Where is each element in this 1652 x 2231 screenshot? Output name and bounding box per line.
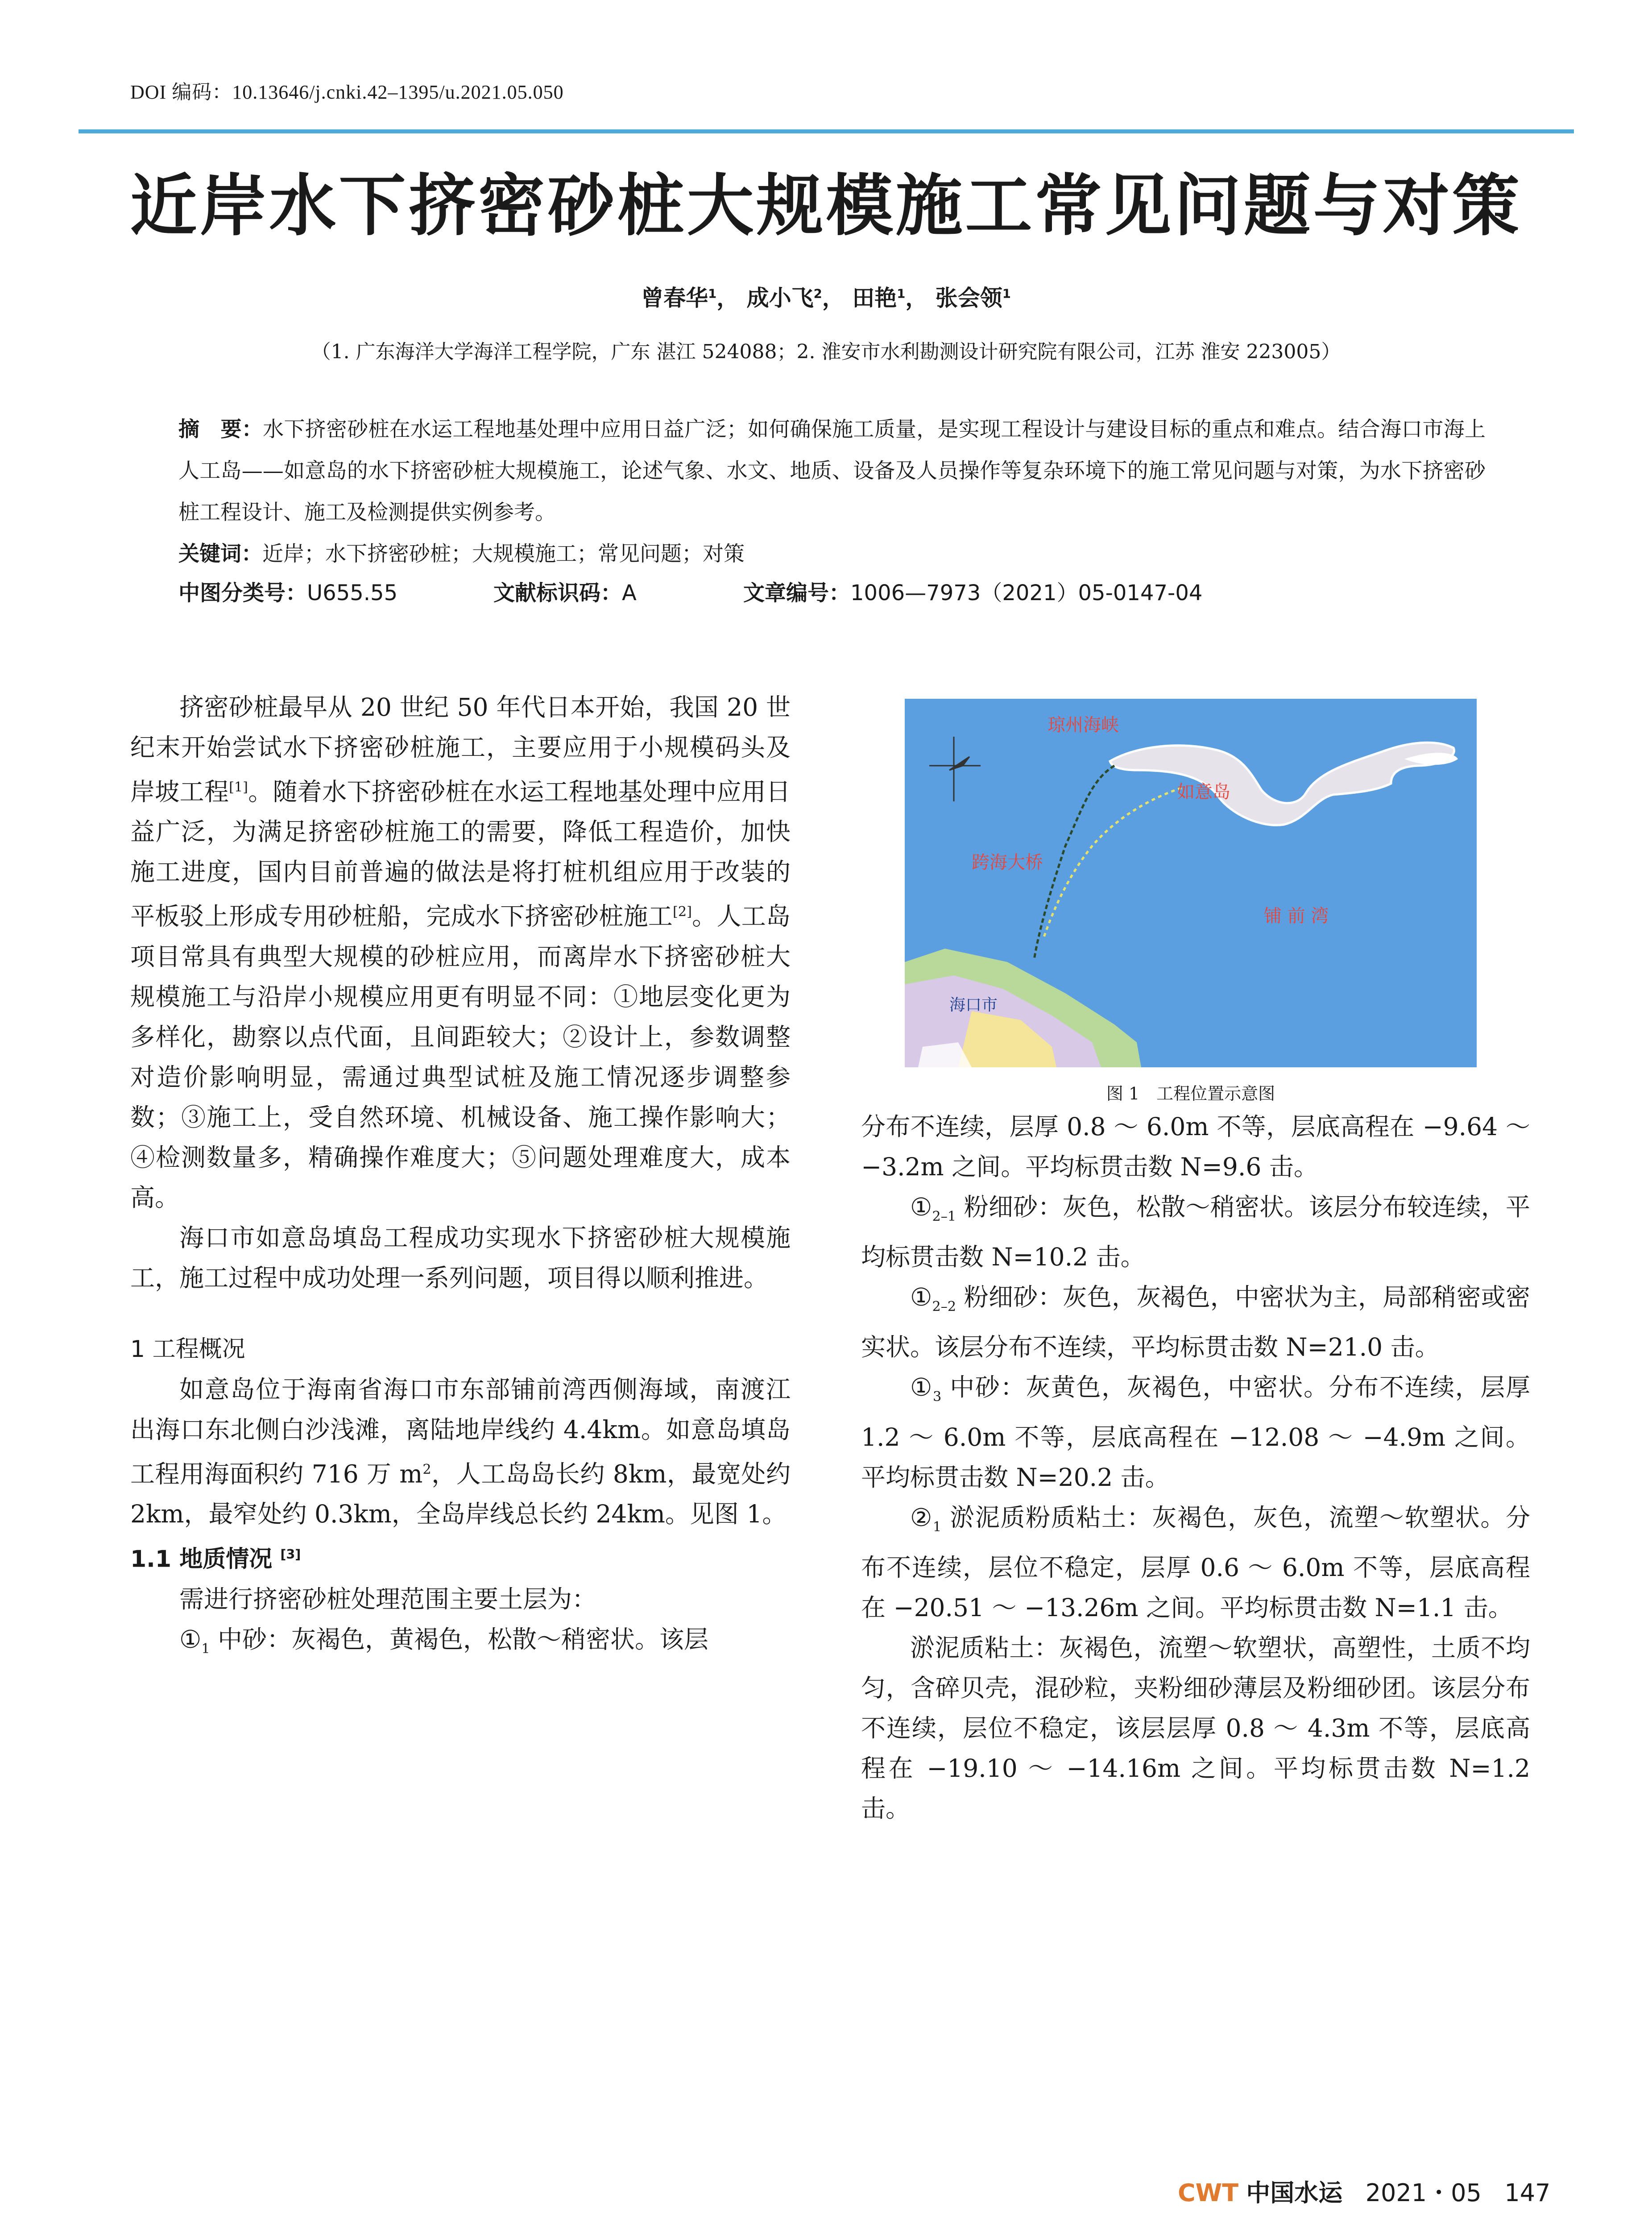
body-paragraph: 淤泥质粘土：灰褐色，流塑～软塑状，高塑性，土质不均匀，含碎贝壳，混砂粒，夹粉细砂薄层及粉细砂团。该层分布不连续，层位不稳定，该层层厚 0.8 ～ 4.3m 不等，层底高程在 −19.10 ～ −14.16m 之间。平均标贯击数 N=1.2 击。 xyxy=(861,1634,1530,1823)
body-paragraph: 需进行挤密砂桩处理范围主要土层为： xyxy=(179,1585,597,1614)
body-paragraph: $①_1$ 中砂：灰褐色，黄褐色，松散～稍密状。该层 xyxy=(179,1625,709,1657)
page-number: 147 xyxy=(1504,2179,1551,2207)
brand-logo: CWT xyxy=(1178,2179,1239,2207)
paper-title: 近岸水下挤密砂桩大规模施工常见问题与对策 xyxy=(130,167,1522,245)
left-column xyxy=(130,687,791,1669)
header-rule xyxy=(79,129,1574,133)
author-name: 成小飞 xyxy=(746,285,814,311)
issue-number: 2021・05 xyxy=(1365,2179,1482,2207)
body-paragraph: $②_1$ 淤泥质粉质粘土：灰褐色，灰色，流塑～软塑状。分布不连续，层位不稳定，层厚 0.6 ～ 6.0m 不等，层底高程在 −20.51 ～ −13.26m 之间。平均标贯击数 N=1.1 击。 xyxy=(861,1503,1531,1622)
location-map-figure xyxy=(905,699,1477,1067)
author-name: 曾春华 xyxy=(641,285,708,311)
body-paragraph: 分布不连续，层厚 0.8 ～ 6.0m 不等，层底高程在 −9.64 ～ −3.2m 之间。平均标贯击数 N=9.6 击。 xyxy=(861,1112,1530,1181)
affiliation: （1. 广东海洋大学海洋工程学院，广东 湛江 524088；2. 淮安市水利勘测设计研究院有限公司，江苏 淮安 223005） xyxy=(311,340,1341,363)
map-label-bay: 铺 前 湾 xyxy=(1264,906,1329,926)
doc-code: 文献标识码：A xyxy=(493,581,637,605)
author-name: 张会领 xyxy=(935,285,1002,311)
keywords-label: 关键词： xyxy=(178,542,262,566)
body-paragraph: 挤密砂桩最早从 20 世纪 50 年代日本开始，我国 20 世纪末开始尝试水下挤密砂桩施工，主要应用于小规模码头及岸坡工程[1]。随着水下挤密砂桩在水运工程地基处理中应用日益广泛，为满足挤密砂桩施工的需要，降低工程造价，加快施工进度，国内目前普遍的做法是将打桩机组应用于改装的平板驳上形成专用砂桩船，完成水下挤密砂桩施工[2]。人工岛项目常具有典型大规模的砂桩应用，而离岸水下挤密砂桩大规模施工与沿岸小规模应用更有明显不同：①地层变化更为多样化，勘察以点代面，且间距较大；②设计上，参数调整对造价影响明显，需通过典型试桩及施工情况逐步调整参数；③施工上，受自然环境、机械设备、施工操作影响大；④检测数量多，精确操作难度大；⑤问题处理难度大，成本高。 xyxy=(130,693,791,1212)
body-paragraph: $①_{2-1}$ 粉细砂：灰色，松散～稍密状。该层分布较连续，平均标贯击数 N=10.2 击。 xyxy=(861,1193,1530,1271)
journal-name: 中国水运 xyxy=(1246,2179,1343,2207)
map-label-strait: 琼州海峡 xyxy=(1048,715,1119,735)
author-list: 曾春华$^1$， 成小飞$^2$， 田艳$^1$， 张会领$^1$ xyxy=(641,285,1011,311)
map-label-bridge: 跨海大桥 xyxy=(972,852,1043,873)
article-number: 文章编号：1006—7973（2021）05-0147-04 xyxy=(743,581,1203,605)
clc-number: 中图分类号：U655.55 xyxy=(178,581,398,605)
body-paragraph: 如意岛位于海南省海口市东部铺前湾西侧海域，南渡江出海口东北侧白沙浅滩，离陆地岸线约 4.4km。如意岛填岛工程用海面积约 716 万 $m^2$，人工岛岛长约 8km，最宽处约 2km，最窄处约 0.3km，全岛岸线总长约 24km。见图 1。 xyxy=(130,1375,791,1528)
abstract-text: 水下挤密砂桩在水运工程地基处理中应用日益广泛；如何确保施工质量，是实现工程设计与建设目标的重点和难点。结合海口市海上人工岛——如意岛的水下挤密砂桩大规模施工，论述气象、水文、地质、设备及人员操作等复杂环境下的施工常见问题与对策，为水下挤密砂桩工程设计、施工及检测提供实例参考。 xyxy=(178,417,1486,525)
map-label-city: 海口市 xyxy=(949,996,998,1014)
body-paragraph: $①_3$ 中砂：灰黄色，灰褐色，中密状。分布不连续，层厚 1.2 ～ 6.0m 不等，层底高程在 −12.08 ～ −4.9m 之间。平均标贯击数 N=20.2 击。 xyxy=(861,1373,1531,1492)
location-map xyxy=(905,699,1477,1067)
abstract-block xyxy=(178,409,1486,575)
author-name: 田艳 xyxy=(852,285,897,311)
subsection-heading: 1.1 地质情况 [3] xyxy=(130,1546,301,1573)
map-label-island: 如意岛 xyxy=(1177,782,1230,802)
page-footer xyxy=(1178,2174,1550,2208)
doi-line: DOI 编码：10.13646/j.cnki.42–1395/u.2021.05.050 xyxy=(130,81,564,103)
body-paragraph: 海口市如意岛填岛工程成功实现水下挤密砂桩大规模施工，施工过程中成功处理一系列问题，项目得以顺利推进。 xyxy=(130,1223,791,1292)
section-heading: 1 工程概况 xyxy=(130,1335,245,1363)
figure-caption: 图 1 工程位置示意图 xyxy=(1106,1084,1275,1103)
abstract-label: 摘 要： xyxy=(178,417,263,442)
keywords-text: 近岸；水下挤密砂桩；大规模施工；常见问题；对策 xyxy=(262,542,745,566)
right-column xyxy=(861,1107,1530,1829)
body-paragraph: $①_{2-2}$ 粉细砂：灰色，灰褐色，中密状为主，局部稍密或密实状。该层分布不连续，平均标贯击数 N=21.0 击。 xyxy=(861,1283,1530,1361)
